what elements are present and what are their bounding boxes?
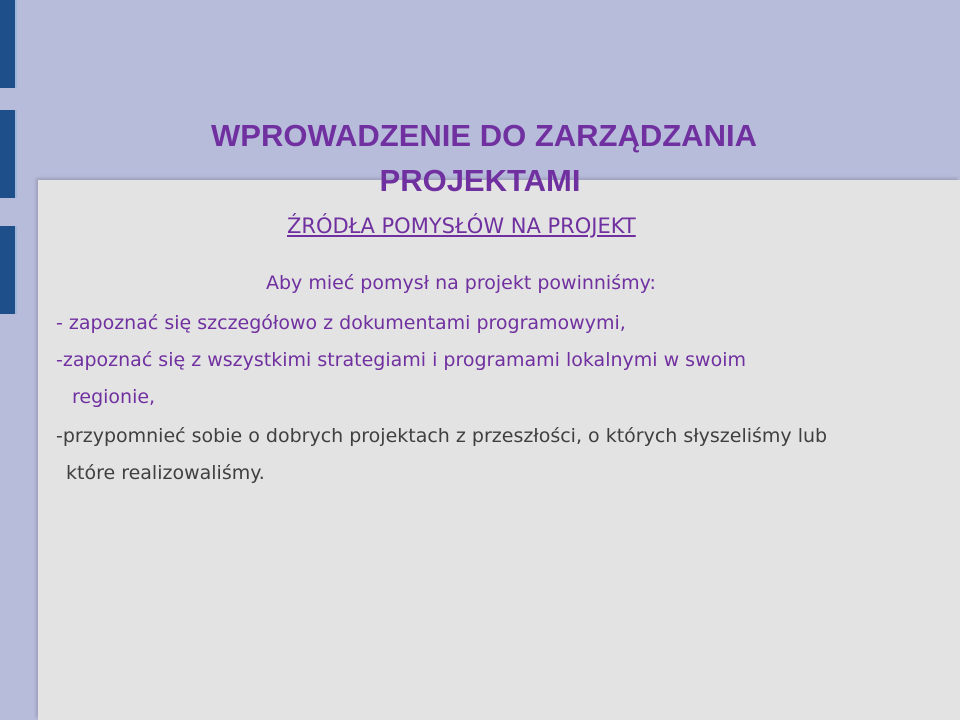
slide-title-line-2: PROJEKTAMI xyxy=(379,163,581,198)
bullet-text: -zapoznać się z wszystkimi strategiami i programami lokalnymi w swoim xyxy=(56,349,747,371)
decorative-bar-bottom xyxy=(0,226,17,314)
decorative-bar-top xyxy=(0,0,17,88)
bullet-text: -przypomnieć sobie o dobrych projektach z przeszłości, o których słyszeliśmy lub xyxy=(56,425,828,447)
bullet-item-documents xyxy=(56,305,626,342)
slide-subtitle: ŹRÓDŁA POMYSŁÓW NA PROJEKT xyxy=(287,214,636,238)
bullet-item-strategies xyxy=(56,342,856,416)
bullet-text-continuation: które realizowaliśmy. xyxy=(66,462,265,484)
bullet-text-continuation: regionie, xyxy=(72,386,156,408)
intro-text: Aby mieć pomysł na projekt powinniśmy: xyxy=(266,272,656,294)
bullet-text: - zapoznać się szczegółowo z dokumentami programowymi, xyxy=(56,312,626,334)
bullet-item-past-projects xyxy=(56,418,936,492)
slide-title-line-1: WPROWADZENIE DO ZARZĄDZANIA xyxy=(211,118,757,153)
